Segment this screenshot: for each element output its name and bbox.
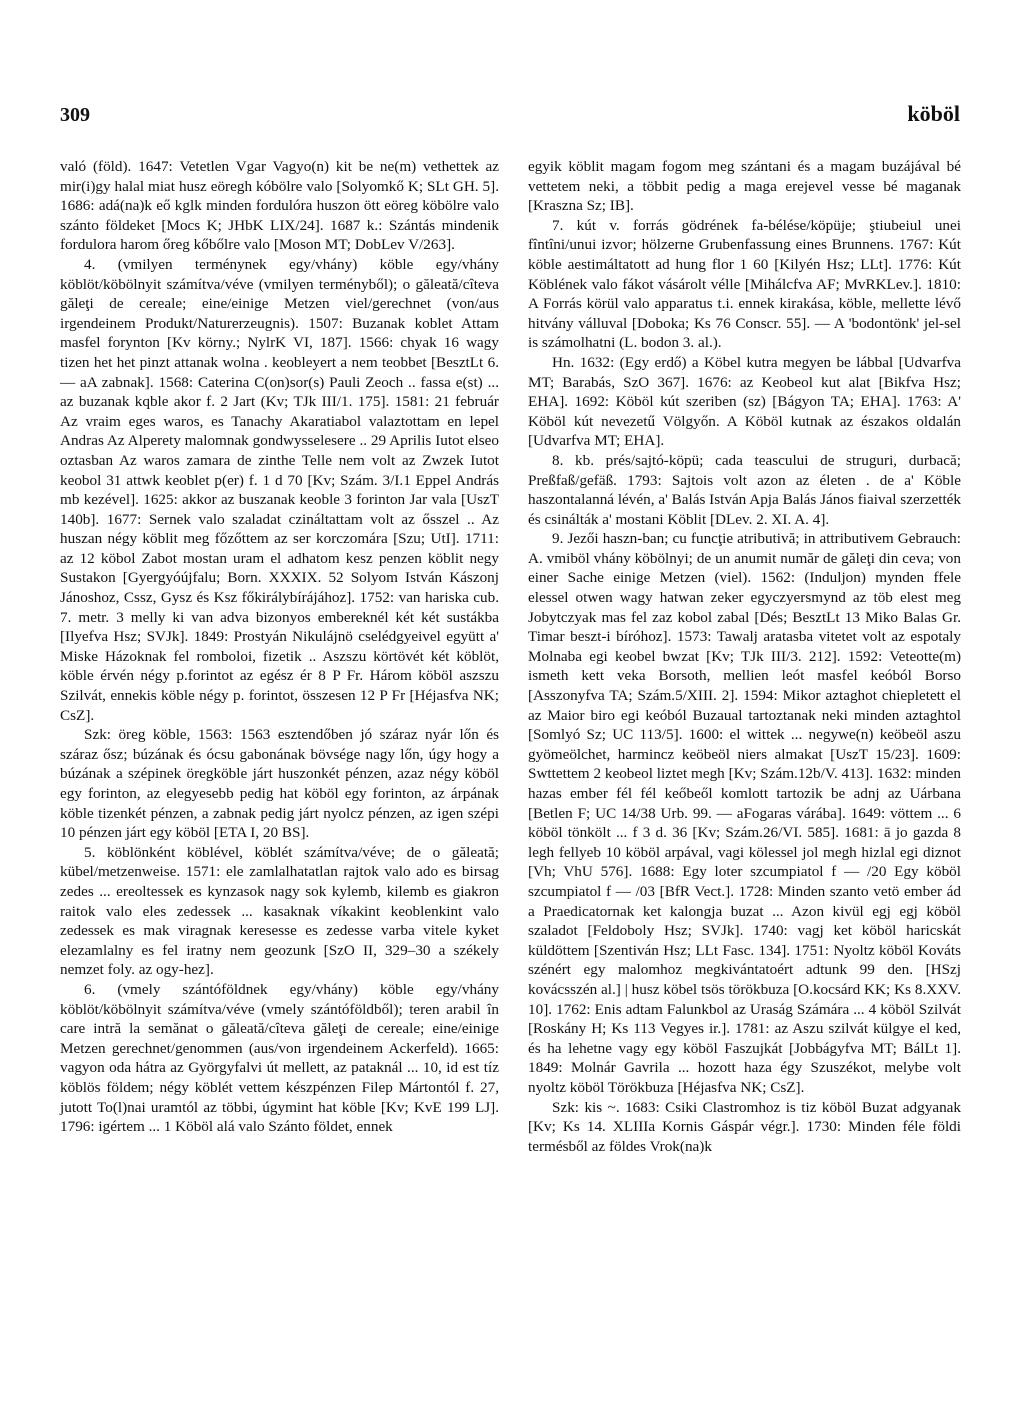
entry-paragraph: 5. köblönként köblével, köblét számítva/véve; de o găleată; kübel/metzenweise. 1571: ele zamlalhatatlan rajtok valo ado es birsag zedes ... ereoltessek es kynzasok nagy sok kylemb, kilemb es giakron raitok valo eles zedessek ... kasaknak víkakint keoblenkint valo zedessek es mak viragnak keresesse es zedesse varba vitele kyket elezamlalny es fel iratny nem geozunk [SzO II, 329–30 a székely nemzet foly. az ogy-hez]. xyxy=(60,843,499,979)
left-column xyxy=(60,157,499,1137)
entry-paragraph: egyik köblit magam fogom meg szántani és a magam buzájával bé vettetem neki, a többit pedig a maga erejevel vesse bé maganak [Kraszna Sz; IB]. xyxy=(528,158,961,215)
entry-paragraph: Szk: kis ~. 1683: Csiki Clastromhoz is tiz köböl Buzat adgyanak [Kv; Ks 14. XLIIIa Kornis Gáspár végr.]. 1730: Minden féle földi termésből az földes Vrok(na)k xyxy=(528,1098,961,1155)
entry-paragraph: Szk: öreg köble, 1563: 1563 esztendőben jó száraz nyár lőn és száraz ősz; búzának és ócsu gabonának bövsége nagy lőn, úgy hogy a búzának a szépinek öregköble járt huszonkét pénzen, azaz négy köböl egy forinton, az elegyesebb pedig hat köböl egy forinton, az árpának köble tizenkét pénzen, a zabnak pedig járt nyolcz pénzen, az igen szépi 10 pénzen járt egy köböl [ETA I, 20 BS]. xyxy=(60,726,499,842)
entry-paragraph: 7. kút v. forrás gödrének fa-bélése/köpüje; ştiubeiul unei fîntîni/unui izvor; hölzerne Grubenfassung eines Brunnens. 1767: Kút köble aestimáltatott ad hung flor 1 60 [Kilyén Hsz; LLt]. 1776: Kút Köblének valo fákot vásárolt vélle [Mihálcfva AF; MvRKLev.]. 1810: A Forrás körül valo apparatus t.i. ennek kirakása, köble, mellette lévő hitvány válluval [Doboka; Ks 76 Conscr. 55]. — A 'bodontönk' jel-sel is számolhatni (L. bodon 3. al.). xyxy=(528,216,961,352)
entry-paragraph: Hn. 1632: (Egy erdő) a Köbel kutra megyen be lábbal [Udvarfva MT; Barabás, SzO 367]. 1676: az Keobeol kut alat [Bikfva Hsz; EHA]. 1692: Köböl kút szeriben (sz) [Bágyon TA; EHA]. 1763: A' Köböl kút nevezetű Völgyőn. A Köböl kutnak az északos oldalán [Udvarfva MT; EHA]. xyxy=(528,353,961,450)
entry-paragraph: 8. kb. prés/sajtó-köpü; cada teascului de struguri, durbacă; Preßfaß/gefäß. 1793: Sajtois volt azon az életen . de a' Köble haszontalanná lévén, a' Balás István Apja Balás János fiaival szerzették és csinálták a' mostani Köblit [DLev. 2. XI. A. 4]. xyxy=(528,451,961,528)
right-column xyxy=(528,157,961,1156)
entry-paragraph: 4. (vmilyen terménynek egy/vhány) köble egy/vhány köblöt/köbölnyit számítva/véve (vmilyen terményből); o găleată/cîteva găleţi de cereale; eine/einige Metzen viel/gerechnet (von/aus irgendeinem Produkt/Naturerzeugnis). 1507: Buzanak koblet Attam masfel forynton [Kv körny.; NylrK VI, 187]. 1566: chyak 16 wagy tizen het het pinzt attanak wolna . keobleyert a nem teobbet [BesztLt 6. — aA zabnak]. 1568: Caterina C(on)sor(s) Pauli Zeoch .. fassa e(st) ... az buzanak kqble akor f. 2 Jart (Kv; TJk III/1. 175]. 1581: 21 február Az vraim eges waros, es Tanachy Akaratiabol valaztottam en lepel Andras Az Alperety malomnak gondwysselesere .. 29 Aprilis Iutot elseo oztasban Az waros zamara de zinthe Telle nem volt az Zwzek Iutot keobol 31 attwk keoblet p(er) f. 1 d 70 [Kv; Szám. 3/I.1 Eppel András mb kezével]. 1625: akkor az buszanak keoble 3 forinton Jar vala [UszT 140b]. 1677: Sernek valo szaladat czináltattam volt az ősszel .. Az huszan négy köblit meg főzőttem az ser korczomára [Szu; UtI]. 1711: az 12 köbol Zabot mostan uram el adhatom kesz penzen köblit negy Sustakon [Gyergyóújfalu; Born. XXXIX. 52 Solyom István Kászonj Jánoshoz, Cssz, Gysz és Ksz főkirálybírájához]. 1752: van hariska cub. 7. metr. 3 melly ki van adva bizonyos embereknél két két sustákba [Ilyefva Hsz; SVJk]. 1849: Prostyán Nikulájnö cselédgyeivel együtt a' Miske Házoknak fel romboloi, fizetik .. Aszszu körtövét két köblöt, köble érvén négy p.forintot az egész ér 8 P Fr. Három köböl aszszu Szilvát, ennekis köble négy p. forintot, összesen 12 P Fr [Héjasfva NK; CsZ]. xyxy=(60,255,499,724)
entry-paragraph: 9. Jezői haszn-ban; cu funcţie atributivă; in attributivem Gebrauch: A. vmiböl vhány köbölnyi; de un anumit număr de găleţi din ceva; von einer Sache einige Metzen (viel). 1562: (Induljon) mynden ffele elessel otwen wagy hatwan zeker egyczyersmynd az töb elest meg Jobytczyak mas fel zaz kobol zabal [Dés; BesztLt 13 Miko Balas Gr. Timar beszt-i bíróhoz]. 1573: Tawalj aratasba vitetet volt az espotaly Molnaba egi keobel bwzat [Kv; TJk III/3. 212]. 1592: Veteotte(m) ismeth kett veka Borsoth, mellien leót masfel keóból Borso [Asszonyfva TA; Szám.5/XIII. 2]. 1594: Mikor aztaghot chiepletett el az Maior biro egi keóból Buzaual tartoztanak neki minden aztaghtol [Somlyó Sz; UC 113/5]. 1600: el wittek ... negywe(n) keöbeöl aszu gyömeölchet, harmincz keöbeöl niers almakat [UszT 15/23]. 1609: Swttettem 2 keobeol liztet megh [Kv; Szám.12b/V. 413]. 1632: minden hazas ember fél fél keőbeől komlott tartozik be adnj az Uárbana [Betlen F; UC 14/38 Urb. 99. — aFogaras várába]. 1649: vöttem ... 6 köböl tönkölt ... f 3 d. 36 [Kv; Szám.26/VI. 585]. 1681: ā jo gazda 8 legh fellyeb 10 köböl arpával, vagi kölessel jol megh hizlal egi diznot [Vh; VhU 576]. 1688: Egy loter szcumpiatol f — /20 Egy köböl szcumpiatol f — /03 [BfR Vect.]. 1728: Minden szanto vetö ember ád a Praedicatornak ket kalongja buzat ... Azon kivül egj egj köböl szaladot [Feldoboly Hsz; SVJk]. 1740: vagj ket köböl haricskát küldöttem [Szentiván Hsz; LLt Fasc. 134]. 1751: Nyoltz köböl Kováts szénért egy malomhoz megkivántatoért adtunk 99 den. [HSzj kovácsszén al.] | husz köbel tsös törökbuza [O.kocsárd KK; Ks 8.XXV. 10]. 1762: Enis adtam Falunkbol az Uraság Számára ... 4 köböl Szilvát [Roskány H; Ks 113 Vegyes ir.]. 1781: az Aszu szilvát külgye el ked, és ha lehetne vagy egy köböl Faszujkát [Jobbágyfva MT; BálLt 1]. 1849: Molnár Gavrila ... hozott haza égy Szuszékot, melybe volt nyoltz köböl Törökbuza [Héjasfva NK; CsZ]. xyxy=(528,530,961,1096)
running-headword: köböl xyxy=(907,101,960,126)
page-number: 309 xyxy=(60,104,90,126)
page-header xyxy=(60,101,960,127)
entry-paragraph: való (föld). 1647: Vetetlen Vgar Vagyo(n) kit be ne(m) vethettek az mir(i)gy halal miat husz eöregh kóbölre valo [Solyomkő K; SLt GH. 5]. 1686: adá(na)k eő kglk minden fordulóra huszon ött eöreg köbölre valo szánto földeket [Mocs K; JHbK LIX/24]. 1687 k.: Szántás mindenik fordulora harom őreg kőbőlre valo [Moson MT; DobLev V/263]. xyxy=(60,158,499,254)
entry-paragraph: 6. (vmely szántóföldnek egy/vhány) köble egy/vhány köblöt/köbölnyit számítva/véve (vmely szántóföldből); teren arabil în care intră la semănat o găleată/cîteva găleţi de cereale; eine/einige Metzen gerechnet/genommen (aus/von irgendeinem Ackerfeld). 1665: vagyon oda hátra az Györgyfalvi út mellett, az pataknál ... 10, id est tíz köblös földem; négy köblét vettem készpénzen Filep Mártontól f. 27, jutott To(l)nai uramtól az többi, úgymint hat köble [Kv; KvE 199 LJ]. 1796: igértem ... 1 Köböl alá valo Szánto földet, ennek xyxy=(60,980,499,1136)
